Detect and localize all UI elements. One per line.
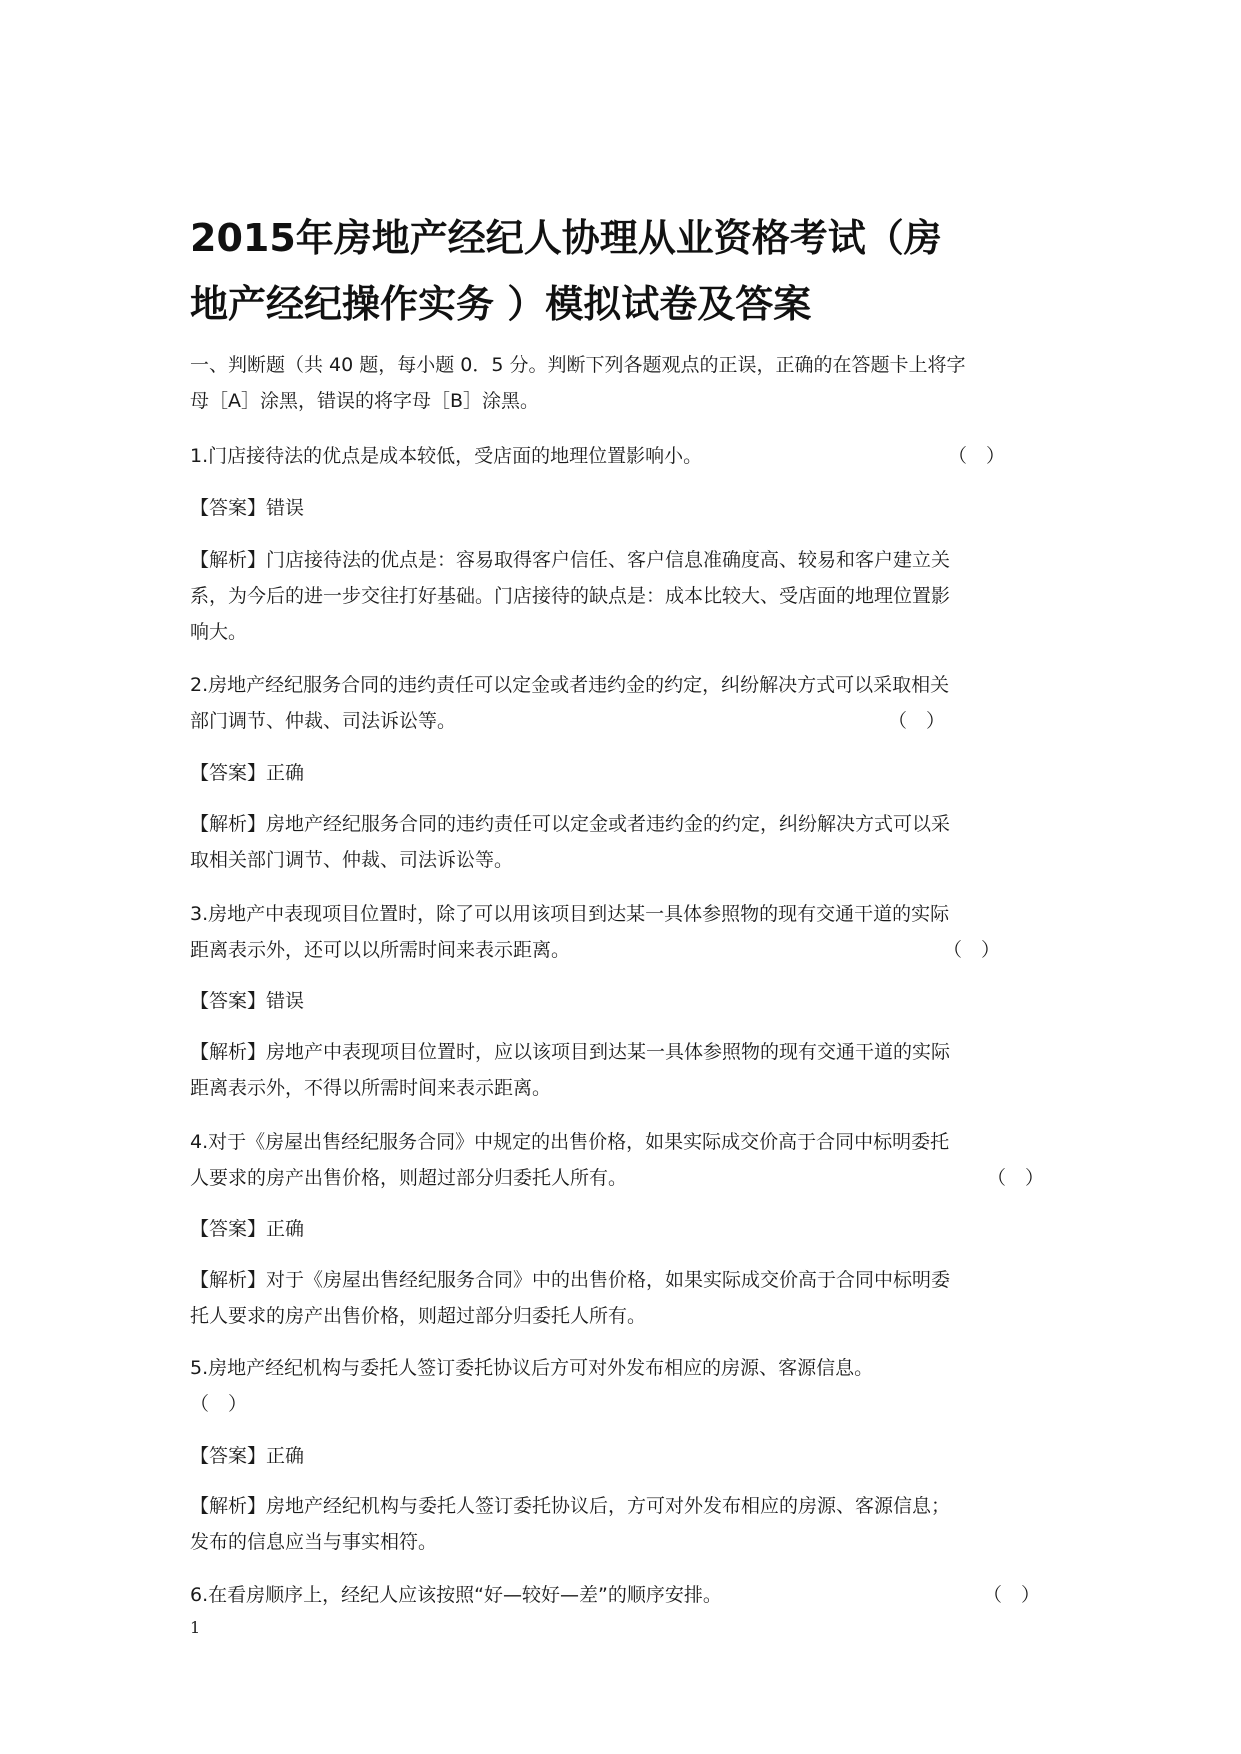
q4-analysis-line-2: 托人要求的房产出售价格，则超过部分归委托人所有。	[190, 1305, 647, 1327]
question-5	[190, 1350, 1070, 1422]
q4-analysis-line-1: 【解析】对于《房屋出售经纪服务合同》中的出售价格，如果实际成交价高于合同中标明委	[190, 1269, 951, 1291]
question-1-answer: 【答案】错误	[190, 497, 305, 519]
q4-line-2: 人要求的房产出售价格，则超过部分归委托人所有。	[190, 1167, 628, 1189]
question-5-answer: 【答案】正确	[190, 1445, 305, 1467]
question-3-blank: （ ）	[943, 939, 1001, 961]
q2-line-2: 部门调节、仲裁、司法诉讼等。	[190, 710, 457, 732]
question-2-answer: 【答案】正确	[190, 762, 305, 784]
question-1-analysis	[190, 542, 1070, 650]
question-1: 1.门店接待法的优点是成本较低，受店面的地理位置影响小。	[190, 445, 703, 467]
q5-analysis-line-2: 发布的信息应当与事实相符。	[190, 1531, 438, 1553]
intro-line-1: 一、判断题（共 40 题，每小题 0．5 分。判断下列各题观点的正误，正确的在答题卡上将字	[190, 354, 966, 376]
question-1-blank: （ ）	[948, 445, 1006, 467]
q2-analysis-line-1: 【解析】房地产经纪服务合同的违约责任可以定金或者违约金的约定，纠纷解决方式可以采	[190, 813, 951, 835]
question-2-blank: （ ）	[888, 710, 946, 732]
title-line-2: 地产经纪操作实务 ）模拟试卷及答案	[190, 282, 812, 326]
q5-line-2: （ ）	[190, 1393, 248, 1415]
q3-line-2: 距离表示外，还可以以所需时间来表示距离。	[190, 939, 571, 961]
q2-analysis-line-2: 取相关部门调节、仲裁、司法诉讼等。	[190, 849, 514, 871]
question-4-analysis	[190, 1262, 1070, 1334]
question-4-blank: （ ）	[987, 1167, 1045, 1189]
question-3	[190, 896, 1070, 968]
question-6: 6.在看房顺序上，经纪人应该按照“好—较好—差”的顺序安排。	[190, 1584, 722, 1606]
title-line-1: 2015年房地产经纪人协理从业资格考试（房	[190, 216, 942, 260]
question-3-answer: 【答案】错误	[190, 990, 305, 1012]
question-5-analysis	[190, 1488, 1070, 1560]
q5-analysis-line-1: 【解析】房地产经纪机构与委托人签订委托协议后，方可对外发布相应的房源、客源信息；	[190, 1495, 951, 1517]
question-4-answer: 【答案】正确	[190, 1218, 305, 1240]
q2-line-1: 2.房地产经纪服务合同的违约责任可以定金或者违约金的约定，纠纷解决方式可以采取相关	[190, 674, 950, 696]
q3-analysis-line-2: 距离表示外，不得以所需时间来表示距离。	[190, 1077, 552, 1099]
q4-line-1: 4.对于《房屋出售经纪服务合同》中规定的出售价格，如果实际成交价高于合同中标明委托	[190, 1131, 950, 1153]
section-intro	[190, 347, 1070, 419]
q1-analysis-line-3: 响大。	[190, 621, 248, 643]
q1-analysis-line-1: 【解析】门店接待法的优点是：容易取得客户信任、客户信息准确度高、较易和客户建立关	[190, 549, 951, 571]
q1-analysis-line-2: 系，为今后的进一步交往打好基础。门店接待的缺点是：成本比较大、受店面的地理位置影	[190, 585, 951, 607]
page-number: 1	[190, 1618, 201, 1637]
question-6-blank: （ ）	[983, 1584, 1041, 1606]
question-3-analysis	[190, 1034, 1070, 1106]
q3-analysis-line-1: 【解析】房地产中表现项目位置时，应以该项目到达某一具体参照物的现有交通干道的实际	[190, 1041, 951, 1063]
intro-line-2: 母［A］涂黑，错误的将字母［B］涂黑。	[190, 390, 540, 412]
q5-line-1: 5.房地产经纪机构与委托人签订委托协议后方可对外发布相应的房源、客源信息。	[190, 1357, 874, 1379]
q3-line-1: 3.房地产中表现项目位置时，除了可以用该项目到达某一具体参照物的现有交通干道的实际	[190, 903, 950, 925]
question-4	[190, 1124, 1070, 1196]
question-2-analysis	[190, 806, 1070, 878]
document-title	[190, 205, 1070, 337]
